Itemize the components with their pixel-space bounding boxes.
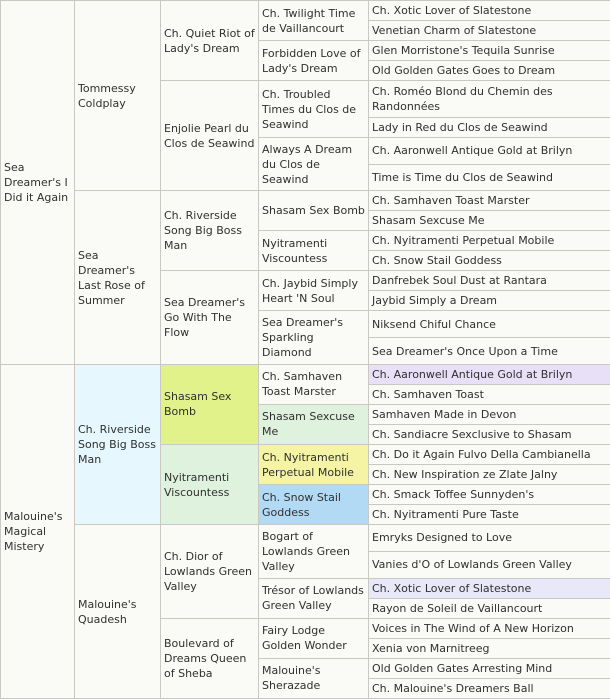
sire-sire-dam-dam[interactable]: Always A Dream du Clos de Seawind: [259, 137, 369, 190]
ancestor-ssds-sire[interactable]: Ch. Roméo Blond du Chemin des Randonnées: [369, 81, 610, 118]
dam-dam[interactable]: Malouine's Quadesh: [75, 525, 161, 699]
ancestor-sddd-dam[interactable]: Sea Dreamer's Once Upon a Time: [369, 338, 610, 365]
sire-dam-sire[interactable]: Ch. Riverside Song Big Boss Man: [161, 191, 259, 271]
ancestor-sssd-dam[interactable]: Old Golden Gates Goes to Dream: [369, 61, 610, 81]
ancestor-ssdd-dam[interactable]: Time is Time du Clos de Seawind: [369, 164, 610, 191]
ancestor-dddd-sire[interactable]: Old Golden Gates Arresting Mind: [369, 658, 610, 678]
ancestor-sdds-sire[interactable]: Danfrebek Soul Dust at Rantara: [369, 271, 610, 291]
ancestor-dddd-dam[interactable]: Ch. Malouine's Dreamers Ball: [369, 678, 610, 698]
dam-sire-sire-dam[interactable]: Shasam Sexcuse Me: [259, 404, 369, 444]
ancestor-dsdd-dam[interactable]: Ch. Nyitramenti Pure Taste: [369, 505, 610, 525]
dam-dam-dam-sire[interactable]: Fairy Lodge Golden Wonder: [259, 618, 369, 658]
ancestor-dssd-sire[interactable]: Samhaven Made in Devon: [369, 404, 610, 424]
ancestor-ssss-sire[interactable]: Ch. Xotic Lover of Slatestone: [369, 1, 610, 21]
sire[interactable]: Sea Dreamer's I Did it Again: [1, 1, 75, 365]
dam-dam-dam-dam[interactable]: Malouine's Sherazade: [259, 658, 369, 698]
dam-dam-sire-sire[interactable]: Bogart of Lowlands Green Valley: [259, 525, 369, 578]
ancestor-ddss-dam[interactable]: Vanies d'O of Lowlands Green Valley: [369, 551, 610, 578]
sire-dam-sire-sire[interactable]: Shasam Sex Bomb: [259, 191, 369, 231]
ancestor-sssd-sire[interactable]: Glen Morristone's Tequila Sunrise: [369, 41, 610, 61]
ancestor-sdsd-sire[interactable]: Ch. Nyitramenti Perpetual Mobile: [369, 231, 610, 251]
ancestor-dsss-dam[interactable]: Ch. Samhaven Toast: [369, 384, 610, 404]
ancestor-ddds-dam[interactable]: Xenia von Marnitreeg: [369, 638, 610, 658]
sire-sire-dam-sire[interactable]: Ch. Troubled Times du Clos de Seawind: [259, 81, 369, 138]
ancestor-ssss-dam[interactable]: Venetian Charm of Slatestone: [369, 21, 610, 41]
dam-sire-sire[interactable]: Shasam Sex Bomb: [161, 364, 259, 444]
ancestor-ddsd-sire[interactable]: Ch. Xotic Lover of Slatestone: [369, 578, 610, 598]
ancestor-ssds-dam[interactable]: Lady in Red du Clos de Seawind: [369, 117, 610, 137]
sire-dam-dam-dam[interactable]: Sea Dreamer's Sparkling Diamond: [259, 311, 369, 364]
ancestor-sdds-dam[interactable]: Jaybid Simply a Dream: [369, 291, 610, 311]
sire-sire[interactable]: Tommessy Coldplay: [75, 1, 161, 191]
ancestor-dsds-dam[interactable]: Ch. New Inspiration ze Zlate Jalny: [369, 465, 610, 485]
sire-sire-sire-dam[interactable]: Forbidden Love of Lady's Dream: [259, 41, 369, 81]
ancestor-sddd-sire[interactable]: Niksend Chiful Chance: [369, 311, 610, 338]
ancestor-sdsd-dam[interactable]: Ch. Snow Stail Goddess: [369, 251, 610, 271]
ancestor-dssd-dam[interactable]: Ch. Sandiacre Sexclusive to Shasam: [369, 424, 610, 444]
ancestor-ddds-sire[interactable]: Voices in The Wind of A New Horizon: [369, 618, 610, 638]
sire-sire-dam[interactable]: Enjolie Pearl du Clos de Seawind: [161, 81, 259, 191]
ancestor-ddsd-dam[interactable]: Rayon de Soleil de Vaillancourt: [369, 598, 610, 618]
dam-sire-dam[interactable]: Nyitramenti Viscountess: [161, 445, 259, 525]
ancestor-dsds-sire[interactable]: Ch. Do it Again Fulvo Della Cambianella: [369, 445, 610, 465]
sire-dam[interactable]: Sea Dreamer's Last Rose of Summer: [75, 191, 161, 365]
sire-dam-sire-dam[interactable]: Nyitramenti Viscountess: [259, 231, 369, 271]
dam-sire-dam-dam[interactable]: Ch. Snow Stail Goddess: [259, 485, 369, 525]
sire-dam-dam-sire[interactable]: Ch. Jaybid Simply Heart 'N Soul: [259, 271, 369, 311]
sire-sire-sire[interactable]: Ch. Quiet Riot of Lady's Dream: [161, 1, 259, 81]
dam-sire-dam-sire[interactable]: Ch. Nyitramenti Perpetual Mobile: [259, 445, 369, 485]
ancestor-sdss-sire[interactable]: Ch. Samhaven Toast Marster: [369, 191, 610, 211]
ancestor-dsss-sire[interactable]: Ch. Aaronwell Antique Gold at Brilyn: [369, 364, 610, 384]
ancestor-ddss-sire[interactable]: Emryks Designed to Love: [369, 525, 610, 552]
ancestor-dsdd-sire[interactable]: Ch. Smack Toffee Sunnyden's: [369, 485, 610, 505]
ancestor-ssdd-sire[interactable]: Ch. Aaronwell Antique Gold at Brilyn: [369, 137, 610, 164]
sire-sire-sire-sire[interactable]: Ch. Twilight Time de Vaillancourt: [259, 1, 369, 41]
dam-dam-sire[interactable]: Ch. Dior of Lowlands Green Valley: [161, 525, 259, 618]
sire-dam-dam[interactable]: Sea Dreamer's Go With The Flow: [161, 271, 259, 364]
dam-dam-dam[interactable]: Boulevard of Dreams Queen of Sheba: [161, 618, 259, 698]
dam[interactable]: Malouine's Magical Mistery: [1, 364, 75, 698]
ancestor-sdss-dam[interactable]: Shasam Sexcuse Me: [369, 211, 610, 231]
dam-sire-sire-sire[interactable]: Ch. Samhaven Toast Marster: [259, 364, 369, 404]
dam-dam-sire-dam[interactable]: Trésor of Lowlands Green Valley: [259, 578, 369, 618]
dam-sire[interactable]: Ch. Riverside Song Big Boss Man: [75, 364, 161, 524]
